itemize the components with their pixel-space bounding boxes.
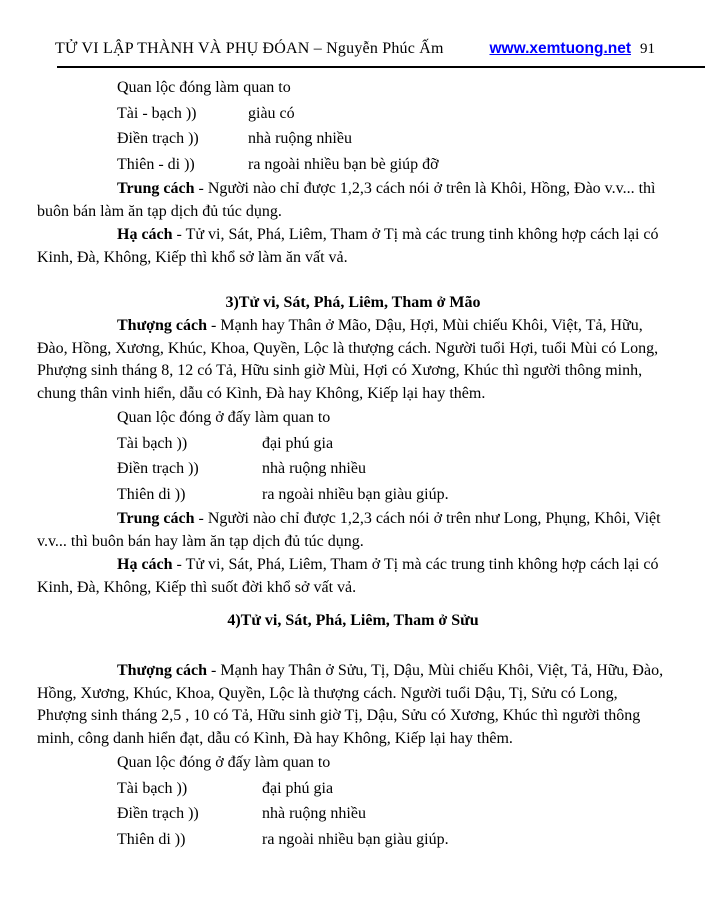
section-heading-suu: 4)Tử vi, Sát, Phá, Liêm, Tham ở Sửu	[227, 612, 479, 629]
section-heading-mao: 3)Tử vi, Sát, Phá, Liêm, Tham ở Mão	[225, 294, 481, 311]
term-label: Thiên - di ))	[117, 155, 195, 173]
term-value: đại phú gia	[262, 779, 334, 797]
term-value: ra ngoài nhiều bạn bè giúp đỡ	[248, 155, 439, 173]
paragraph-lead: Hạ cách	[117, 226, 173, 243]
thuong-cach-paragraph	[37, 315, 669, 405]
paragraph-text: - Tử vi, Sát, Phá, Liêm, Tham ở Tị mà các trung tinh không hợp cách lại có Kinh, Đà, Không, Kiếp thì khổ sở làm ăn vất vả.	[37, 226, 659, 266]
document-body	[0, 68, 705, 852]
trung-cach-paragraph	[37, 178, 669, 223]
paragraph-text: - Người nào chỉ được 1,2,3 cách nói ở trên như Long, Phụng, Khôi, Việt v.v... thì buôn bán hay làm ăn tạp dịch đủ túc dụng.	[37, 510, 661, 550]
term-value: nhà ruộng nhiều	[248, 130, 352, 147]
page-header	[0, 0, 705, 58]
xemtuong-link[interactable]: www.xemtuong.net	[489, 40, 631, 57]
paragraph-lead: Trung cách	[117, 180, 195, 197]
term-row	[117, 776, 669, 802]
term-row	[117, 152, 669, 178]
term-label: Tài bạch ))	[117, 434, 188, 452]
ha-cach-paragraph	[37, 554, 669, 599]
term-row	[117, 126, 669, 152]
quan-loc-line: Quan lộc đóng ở đấy làm quan to	[117, 409, 331, 426]
term-label: Điền trạch ))	[117, 130, 199, 147]
term-row	[117, 801, 669, 827]
term-label: Tài bạch ))	[117, 779, 188, 797]
paragraph-text: - Mạnh hay Thân ở Mão, Dậu, Hợi, Mùi chiếu Khôi, Việt, Tả, Hữu, Đào, Hồng, Xương, Khúc, Khoa, Quyền, Lộc là thượng cách. Người tuổi Hợi, tuổi Mùi có Long, Phượng sinh tháng 8, 12 có Tả, Hữu sinh giờ Mùi, Hợi có Xương, Khúc thì người thông minh, chung thân vinh hiển, dẫu có Kình, Đà hay Không, Kiếp lại hay thêm.	[37, 317, 659, 402]
term-label: Thiên di ))	[117, 830, 186, 848]
trung-cach-paragraph	[37, 508, 669, 553]
term-label: Điền trạch ))	[117, 805, 199, 822]
term-row	[117, 482, 669, 508]
ha-cach-paragraph	[37, 224, 669, 269]
thuong-cach-paragraph	[37, 660, 669, 750]
term-row	[117, 101, 669, 127]
paragraph-lead: Trung cách	[117, 510, 195, 527]
paragraph-text: - Mạnh hay Thân ở Sửu, Tị, Dậu, Mùi chiếu Khôi, Việt, Tả, Hữu, Đào, Hồng, Xương, Khúc, Khoa, Quyền, Lộc là thượng cách. Người tuổi Dậu, Tị, Sửu có Long, Phượng sinh tháng 2,5 , 10 có Tả, Hữu sinh giờ Tị, Dậu, Sửu có Xương, Khúc thì người thông minh, công danh hiển đạt, dẫu có Kình, Đà hay Không, Kiếp lại hay thêm.	[37, 662, 664, 747]
quan-loc-line: Quan lộc đóng ở đấy làm quan to	[117, 754, 331, 771]
term-label: Điền trạch ))	[117, 460, 199, 477]
paragraph-lead: Thượng cách	[117, 662, 208, 679]
term-value: đại phú gia	[262, 434, 334, 452]
term-label: Thiên di ))	[117, 485, 186, 503]
term-value: ra ngoài nhiều bạn giàu giúp.	[262, 485, 449, 503]
term-value: nhà ruộng nhiều	[262, 460, 366, 477]
term-value: nhà ruộng nhiều	[262, 805, 366, 822]
term-value: giàu có	[248, 104, 295, 122]
quan-loc-line: Quan lộc đóng làm quan to	[117, 79, 291, 96]
term-row	[117, 827, 669, 853]
paragraph-lead: Thượng cách	[117, 317, 208, 334]
document-header-title: TỬ VI LẬP THÀNH VÀ PHỤ ĐÓAN – Nguyễn Phúc Ấm	[55, 40, 444, 57]
paragraph-text: - Tử vi, Sát, Phá, Liêm, Tham ở Tị mà các trung tinh không hợp cách lại có Kinh, Đà, Không, Kiếp thì suốt đời khổ sở vất vả.	[37, 556, 659, 596]
page-number: 91	[640, 41, 655, 57]
paragraph-lead: Hạ cách	[117, 556, 173, 573]
term-row	[117, 431, 669, 457]
paragraph-text: - Người nào chỉ được 1,2,3 cách nói ở trên là Khôi, Hồng, Đào v.v... thì buôn bán làm ăn tạp dịch đủ túc dụng.	[37, 180, 656, 220]
term-label: Tài - bạch ))	[117, 104, 197, 122]
term-row	[117, 456, 669, 482]
term-value: ra ngoài nhiều bạn giàu giúp.	[262, 830, 449, 848]
